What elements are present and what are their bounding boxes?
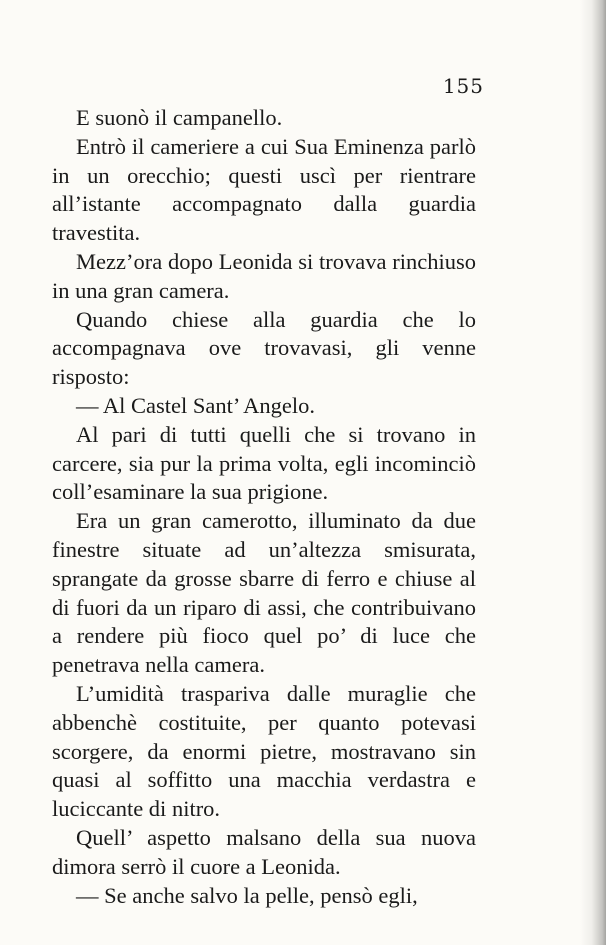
page-number: 155 (442, 74, 484, 98)
paragraph-7: Era un gran camerotto, illuminato da due finestre situate ad un’altezza smisurata, sprangate da grosse sbarre di ferro e chiuse al di fuori da un riparo di assi, che contribuivano a rendere più fioco quel po’ di luce che penetrava nella camera. (52, 508, 476, 678)
paragraph-10: — Se anche salvo la pelle, pensò egli, (76, 882, 418, 908)
paragraph-4: Quando chiese alla guardia che lo accompagnava ove trovavasi, gli venne risposto: (52, 306, 476, 390)
paragraph-5: — Al Castel Sant’ Angelo. (76, 392, 315, 418)
paragraph-8: L’umidità traspariva dalle muraglie che abbenchè costituite, per quanto potevasi scorgere, da enormi pietre, mostravano sin quasi al soffitto una macchia verdastra e luciccante di nitro. (52, 680, 476, 822)
paragraph-9: Quell’ aspetto malsano della sua nuova dimora serrò il cuore a Leonida. (52, 824, 476, 879)
paragraph-2: Entrò il cameriere a cui Sua Eminenza parlò in un orecchio; questi uscì per rientrare all’istante accompagnato dalla guardia travestita. (52, 133, 476, 246)
paragraph-1: E suonò il campanello. (76, 105, 283, 130)
paragraph-3: Mezz’ora dopo Leonida si trovava rinchiuso in una gran camera. (52, 248, 476, 303)
body-text (52, 104, 476, 910)
page-edge-shadow (580, 0, 606, 945)
paragraph-6: Al pari di tutti quelli che si trovano in carcere, sia pur la prima volta, egli incominciò coll’esaminare la sua prigione. (52, 421, 476, 505)
